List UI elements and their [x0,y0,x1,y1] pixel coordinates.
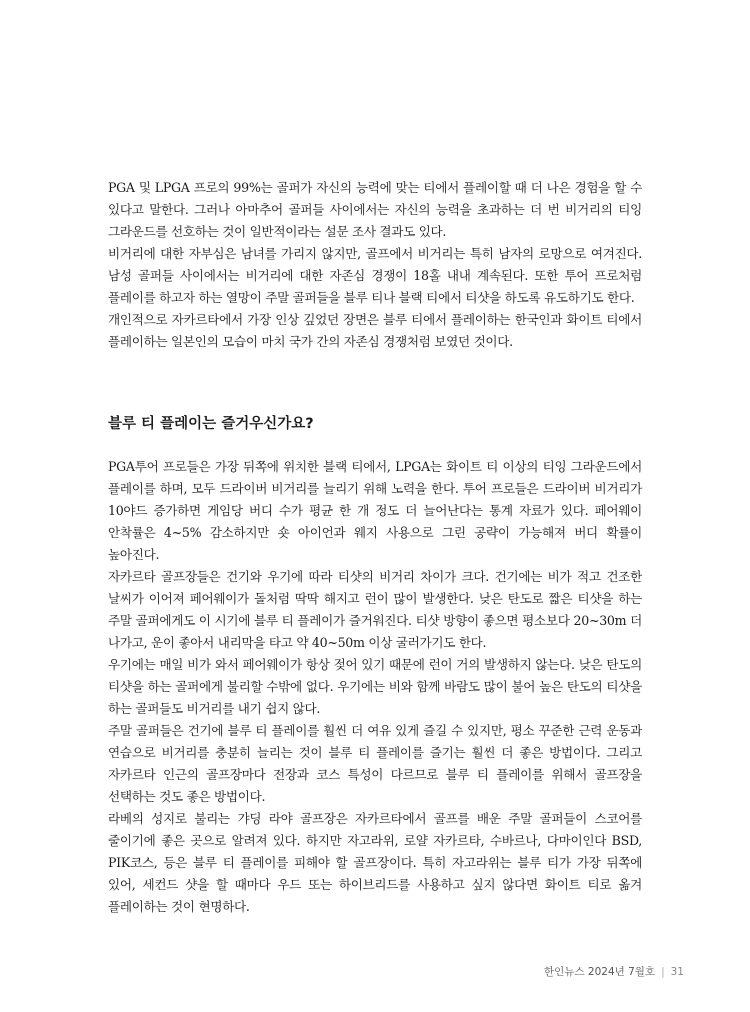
footer-separator: | [661,966,665,978]
body-paragraph-3: 우기에는 매일 비가 와서 페어웨이가 항상 젖어 있기 때문에 런이 거의 발생하지 않는다. 낮은 탄도의 티샷을 하는 골퍼에게 불리할 수밖에 없다. 우기에는 비와 함께 바람도 많이 불어 높은 탄도의 티샷을 하는 골퍼들도 비거리를 내기 쉽지 않다. [108,657,642,716]
publication-name: 한인뉴스 2024년 7월호 [544,966,656,978]
intro-section [108,177,642,353]
intro-paragraph-2: 비거리에 대한 자부심은 남녀를 가리지 않지만, 골프에서 비거리는 특히 남자의 로망으로 여겨진다. 남성 골퍼들 사이에서는 비거리에 대한 자존심 경쟁이 18홀 내내 계속된다. 또한 투어 프로처럼 플레이를 하고자 하는 열망이 주말 골퍼들을 블루 티나 블랙 티에서 티샷을 하도록 유도하기도 한다. [108,246,642,305]
page-footer [544,964,684,979]
body-paragraph-5: 라베의 성지로 불리는 갸딩 라야 골프장은 자카르타에서 골프를 배운 주말 골퍼들이 스코어를 줄이기에 좋은 곳으로 알려져 있다. 하지만 자고라위, 로얄 자카르타, 수바르나, 다마이인다 BSD, PIK코스, 등은 블루 티 플레이를 피해야 할 골프장이다. 특히 자고라위는 블루 티가 가장 뒤쪽에 있어, 세컨드 샷을 할 때마다 우드 또는 하이브리드를 사용하고 싶지 않다면 화이트 티로 옮겨 플레이하는 것이 현명하다. [108,811,642,914]
section-heading: 블루 티 플레이는 즐거우신가요? [108,416,314,432]
body-paragraph-4: 주말 골퍼들은 건기에 블루 티 플레이를 훨씬 더 여유 있게 즐길 수 있지만, 평소 꾸준한 근력 운동과 연습으로 비거리를 충분히 늘리는 것이 블루 티 플레이를 즐기는 훨씬 더 좋은 방법이다. 그리고 자카르타 인근의 골프장마다 전장과 코스 특성이 다르므로 블루 티 플레이를 위해서 골프장을 선택하는 것도 좋은 방법이다. [108,723,642,804]
intro-paragraph-3: 개인적으로 자카르타에서 가장 인상 깊었던 장면은 블루 티에서 플레이하는 한국인과 화이트 티에서 플레이하는 일본인의 모습이 마치 국가 간의 자존심 경쟁처럼 보였던 것이다. [108,312,642,349]
page-number: 31 [670,966,684,978]
body-paragraph-1: PGA투어 프로들은 가장 뒤쪽에 위치한 블랙 티에서, LPGA는 화이트 티 이상의 티잉 그라운드에서 플레이를 하며, 모두 드라이버 비거리를 늘리기 위해 노력을 한다. 투어 프로들은 드라이버 비거리가 10야드 증가하면 게임당 버디 수가 평균 한 개 정도 더 늘어난다는 통계 자료가 있다. 페어웨이 안착률은 4~5% 감소하지만 숏 아이언과 웨지 사용으로 그린 공략이 가능해져 버디 확률이 높아진다. [108,459,642,562]
intro-paragraph-1: PGA 및 LPGA 프로의 99%는 골퍼가 자신의 능력에 맞는 티에서 플레이할 때 더 나은 경험을 할 수 있다고 말한다. 그러나 아마추어 골퍼들 사이에서는 자신의 능력을 초과하는 더 번 비거리의 티잉 그라운드를 선호하는 것이 일반적이라는 설문 조사 결과도 있다. [108,180,642,239]
body-paragraph-2: 자카르타 골프장들은 건기와 우기에 따라 티샷의 비거리 차이가 크다. 건기에는 비가 적고 건조한 날씨가 이어져 페어웨이가 돌처럼 딱딱 해지고 런이 많이 발생한다. 낮은 탄도로 짧은 티샷을 하는 주말 골퍼에게도 이 시기에 블루 티 플레이가 즐거워진다. 티샷 방향이 좋으면 평소보다 20~30m 더 나가고, 운이 좋아서 내리막을 타고 약 40~50m 이상 굴러가기도 한다. [108,569,642,650]
body-section [108,456,642,918]
